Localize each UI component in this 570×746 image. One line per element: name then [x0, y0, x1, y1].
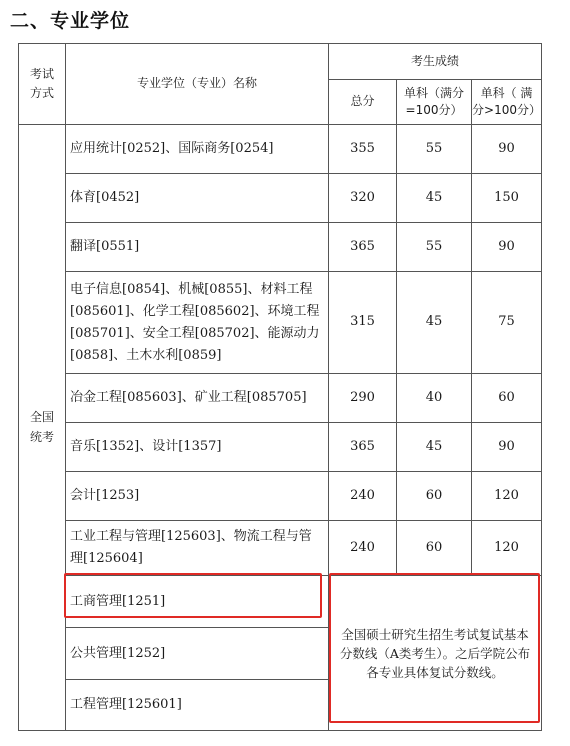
score-single-100: 45 — [397, 423, 472, 472]
degree-name: 翻译[0551] — [66, 223, 329, 272]
header-exam-method: 考试 方式 — [19, 44, 66, 125]
header-scores: 考生成绩 — [329, 44, 542, 80]
score-single-gt100: 90 — [472, 125, 542, 174]
score-total: 290 — [329, 374, 397, 423]
score-single-100: 60 — [397, 472, 472, 521]
header-single-100: 单科（满分 =100分） — [397, 80, 472, 125]
score-single-gt100: 120 — [472, 472, 542, 521]
score-total: 240 — [329, 521, 397, 576]
table-row — [19, 423, 542, 472]
score-single-gt100: 90 — [472, 423, 542, 472]
highlight-box-left — [64, 573, 322, 618]
degree-name: 工程管理[125601] — [66, 680, 329, 731]
score-total: 320 — [329, 174, 397, 223]
table-row — [19, 125, 542, 174]
score-single-gt100: 150 — [472, 174, 542, 223]
score-total: 240 — [329, 472, 397, 521]
score-single-gt100: 60 — [472, 374, 542, 423]
table-row — [19, 472, 542, 521]
header-degree-name: 专业学位（专业）名称 — [66, 44, 329, 125]
degree-name-highlighted: 工商管理[1251] — [66, 576, 329, 628]
degree-name: 会计[1253] — [66, 472, 329, 521]
highlight-box-right — [329, 573, 540, 723]
score-single-100: 40 — [397, 374, 472, 423]
score-single-gt100: 90 — [472, 223, 542, 272]
header-single-gt100: 单科（ 满 分>100分） — [472, 80, 542, 125]
degree-name: 体育[0452] — [66, 174, 329, 223]
table-row — [19, 174, 542, 223]
exam-method-cell: 全国 统考 — [19, 125, 66, 731]
score-single-100: 60 — [397, 521, 472, 576]
score-total: 355 — [329, 125, 397, 174]
degree-name: 公共管理[1252] — [66, 628, 329, 680]
score-single-gt100: 120 — [472, 521, 542, 576]
score-total: 365 — [329, 223, 397, 272]
score-total: 365 — [329, 423, 397, 472]
score-single-100: 45 — [397, 272, 472, 374]
degree-name: 音乐[1352]、设计[1357] — [66, 423, 329, 472]
score-single-gt100: 75 — [472, 272, 542, 374]
section-heading: 二、专业学位 — [10, 10, 131, 32]
degree-name: 工业工程与管理[125603]、物流工程与管理[125604] — [66, 521, 329, 576]
score-single-100: 55 — [397, 125, 472, 174]
table-row — [19, 223, 542, 272]
degree-name: 应用统计[0252]、国际商务[0254] — [66, 125, 329, 174]
table-row — [19, 272, 542, 374]
score-total: 315 — [329, 272, 397, 374]
header-total: 总分 — [329, 80, 397, 125]
degree-name: 冶金工程[085603]、矿业工程[085705] — [66, 374, 329, 423]
table-row — [19, 521, 542, 576]
score-single-100: 45 — [397, 174, 472, 223]
score-single-100: 55 — [397, 223, 472, 272]
degree-name: 电子信息[0854]、机械[0855]、材料工程[085601]、化学工程[085602]、环境工程[085701]、安全工程[085702]、能源动力[0858]、土木水利[0859] — [66, 272, 329, 374]
special-note: 全国硕士研究生招生考试复试基本分数线（A类考生）。之后学院公布各专业具体复试分数线。 — [339, 626, 531, 680]
table-row — [19, 374, 542, 423]
